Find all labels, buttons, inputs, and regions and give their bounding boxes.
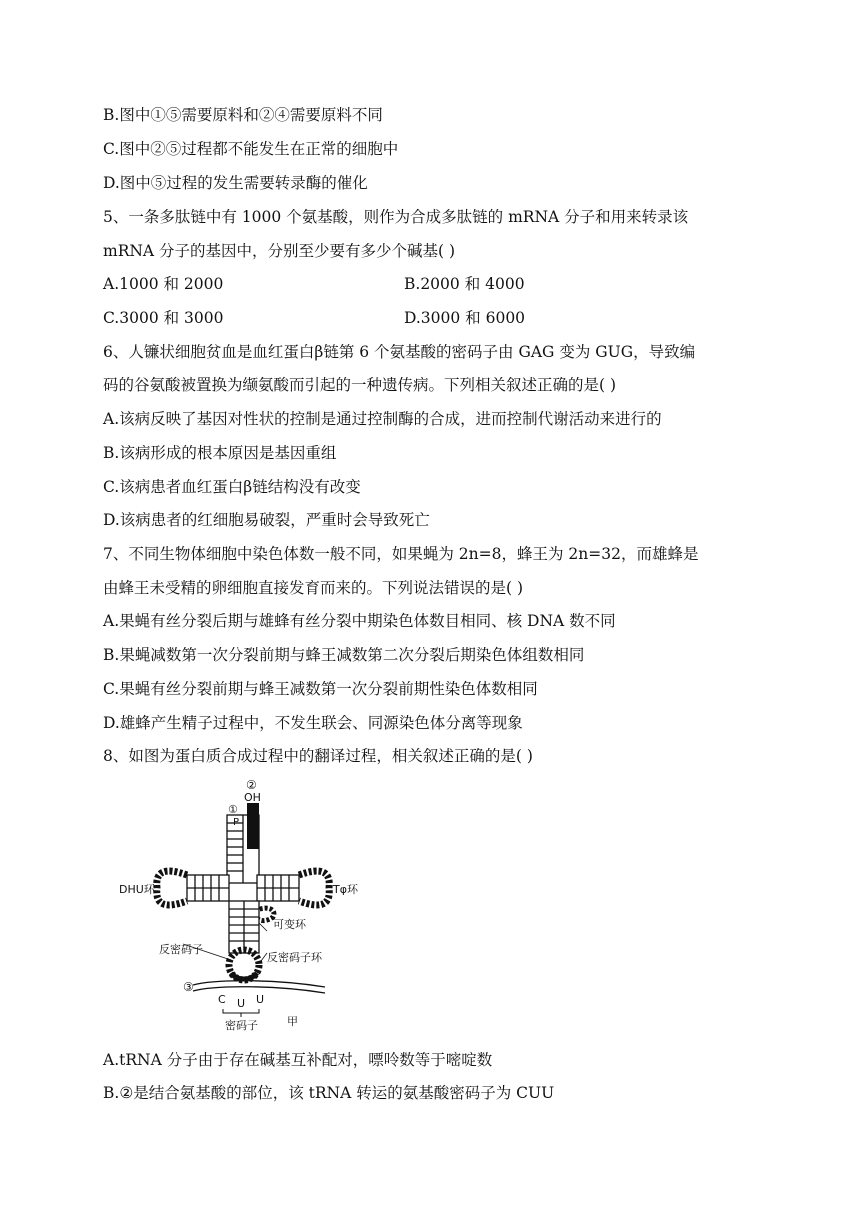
codon-brace: [223, 1009, 259, 1017]
q8-option-a: A.tRNA 分子由于存在碱基互补配对，嘌呤数等于嘧啶数: [103, 1051, 493, 1069]
label-anticodon-loop: 反密码子环: [267, 951, 322, 964]
trna-figure: [115, 775, 375, 1035]
q7-stem-line1: 7、不同生物体细胞中染色体数一般不同，如果蝇为 2n=8，蜂王为 2n=32，而雄蜂是: [103, 545, 699, 563]
q5-stem-line2: mRNA 分子的基因中，分别至少要有多少个碱基( ): [103, 242, 456, 260]
anticodon-bases: [231, 973, 257, 979]
acceptor-end: [247, 803, 259, 849]
q6-option-c: C.该病患者血红蛋白β链结构没有改变: [103, 478, 361, 496]
dhu-arm: [157, 871, 229, 905]
label-3: ③: [183, 980, 194, 994]
label-jia: 甲: [287, 1015, 298, 1028]
label-1: ①: [228, 803, 238, 816]
q7-option-d: D.雄蜂产生精子过程中，不发生联会、同源染色体分离等现象: [103, 714, 523, 732]
q7-stem-line2: 由蜂王未受精的卵细胞直接发育而来的。下列说法错误的是( ): [103, 579, 524, 597]
mrna-strand: [193, 981, 325, 993]
codon-base-1: C: [218, 993, 226, 1006]
label-oh: OH: [244, 791, 261, 804]
q5-option-d: D.3000 和 6000: [404, 309, 526, 327]
label-codon: 密码子: [225, 1019, 258, 1032]
label-anticodon: 反密码子: [159, 943, 203, 956]
q6-option-d: D.该病患者的红细胞易破裂，严重时会导致死亡: [103, 511, 430, 529]
tpsi-arm: [257, 871, 329, 905]
q6-option-a: A.该病反映了基因对性状的控制是通过控制酶的合成，进而控制代谢活动来进行的: [103, 410, 662, 428]
q5-stem-line1: 5、一条多肽链中有 1000 个氨基酸，则作为合成多肽链的 mRNA 分子和用来转录该: [103, 208, 689, 226]
q7-option-b: B.果蝇减数第一次分裂前期与蜂王减数第二次分裂后期染色体组数相同: [103, 646, 585, 664]
q5-option-a: A.1000 和 2000: [103, 275, 224, 293]
option-prev-c: C.图中②⑤过程都不能发生在正常的细胞中: [103, 140, 399, 158]
codon-base-3: U: [256, 993, 265, 1006]
option-prev-b: B.图中①⑤需要原料和②④需要原料不同: [103, 106, 383, 124]
q5-option-b: B.2000 和 4000: [404, 275, 525, 293]
q5-option-c: C.3000 和 3000: [103, 309, 224, 327]
q6-option-b: B.该病形成的根本原因是基因重组: [103, 444, 337, 462]
anticodon-stem: [229, 901, 259, 953]
option-prev-d: D.图中⑤过程的发生需要转录酶的催化: [103, 174, 368, 192]
label-2: ②: [246, 778, 257, 792]
q6-stem-line2: 码的谷氨酸被置换为缬氨酸而引起的一种遗传病。下列相关叙述正确的是( ): [103, 376, 617, 394]
q7-option-a: A.果蝇有丝分裂后期与雄蜂有丝分裂中期染色体数目相同、核 DNA 数不同: [103, 612, 616, 630]
q8-option-b: B.②是结合氨基酸的部位，该 tRNA 转运的氨基酸密码子为 CUU: [103, 1084, 555, 1102]
q8-stem: 8、如图为蛋白质合成过程中的翻译过程，相关叙述正确的是( ): [103, 747, 533, 765]
label-p: P: [233, 817, 240, 828]
label-dhu-loop: DHU环: [119, 883, 155, 896]
q6-stem-line1: 6、人镰状细胞贫血是血红蛋白β链第 6 个氨基酸的密码子由 GAG 变为 GUG，导致编: [103, 343, 696, 361]
q7-option-c: C.果蝇有丝分裂前期与蜂王减数第一次分裂前期性染色体数相同: [103, 680, 538, 698]
codon-base-2: U: [237, 997, 246, 1010]
label-tpsi-loop: Tφ环: [333, 883, 358, 896]
label-variable-loop: 可变环: [273, 918, 306, 931]
